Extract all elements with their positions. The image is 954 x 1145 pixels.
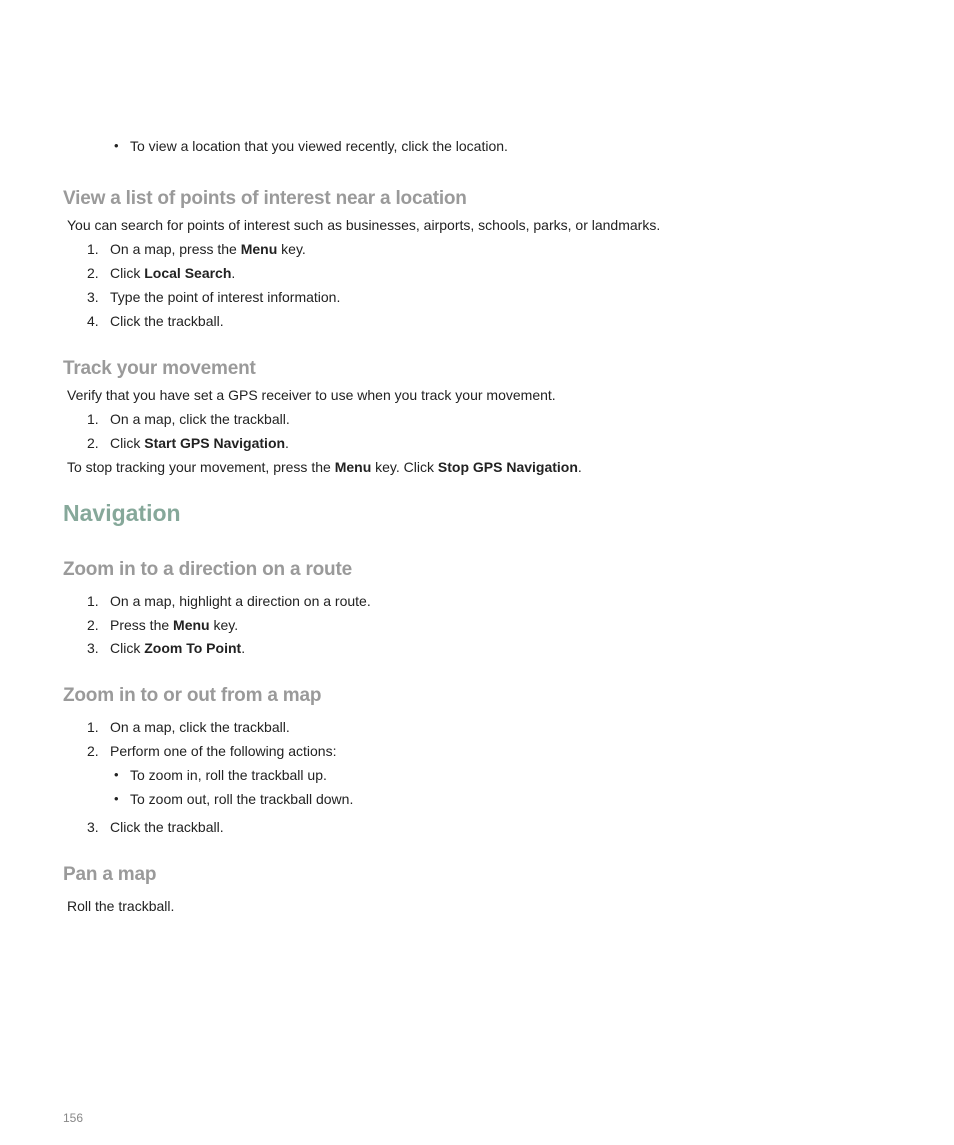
track-intro: Verify that you have set a GPS receiver to use when you track your movement. bbox=[67, 387, 556, 403]
poi-step-2: Click Local Search. bbox=[110, 265, 236, 281]
step-number: 2. bbox=[87, 265, 99, 281]
poi-heading: View a list of points of interest near a location bbox=[63, 188, 467, 209]
step-number: 1. bbox=[87, 411, 99, 427]
step-number: 3. bbox=[87, 289, 99, 305]
recent-location-bullet: To view a location that you viewed recently, click the location. bbox=[130, 138, 508, 154]
step-number: 1. bbox=[87, 241, 99, 257]
track-heading: Track your movement bbox=[63, 358, 256, 379]
poi-step-1: On a map, press the Menu key. bbox=[110, 241, 306, 257]
navigation-title: Navigation bbox=[63, 500, 181, 526]
track-step-1: On a map, click the trackball. bbox=[110, 411, 290, 427]
step-number: 1. bbox=[87, 593, 99, 609]
step-number: 4. bbox=[87, 313, 99, 329]
zoom-in-bullet: To zoom in, roll the trackball up. bbox=[130, 767, 327, 783]
bullet-marker: • bbox=[114, 791, 119, 806]
zoom-direction-heading: Zoom in to a direction on a route bbox=[63, 559, 352, 580]
zoom-map-step-3: Click the trackball. bbox=[110, 819, 224, 835]
zoom-map-heading: Zoom in to or out from a map bbox=[63, 685, 322, 706]
step-number: 2. bbox=[87, 435, 99, 451]
poi-step-3: Type the point of interest information. bbox=[110, 289, 341, 305]
bullet-marker: • bbox=[114, 767, 119, 782]
zoom-direction-step-1: On a map, highlight a direction on a route. bbox=[110, 593, 371, 609]
zoom-direction-step-2: Press the Menu key. bbox=[110, 617, 239, 633]
step-number: 3. bbox=[87, 640, 99, 656]
poi-intro: You can search for points of interest such as businesses, airports, schools, parks, or landmarks. bbox=[67, 217, 661, 233]
step-number: 2. bbox=[87, 743, 99, 759]
zoom-out-bullet: To zoom out, roll the trackball down. bbox=[130, 791, 354, 807]
page-number: 156 bbox=[63, 1111, 84, 1125]
bullet-marker: • bbox=[114, 138, 119, 153]
pan-text: Roll the trackball. bbox=[67, 898, 175, 914]
zoom-map-step-1: On a map, click the trackball. bbox=[110, 719, 290, 735]
zoom-direction-step-3: Click Zoom To Point. bbox=[110, 640, 246, 656]
track-step-2: Click Start GPS Navigation. bbox=[110, 435, 289, 451]
poi-step-4: Click the trackball. bbox=[110, 313, 224, 329]
pan-heading: Pan a map bbox=[63, 864, 157, 885]
zoom-map-step-2: Perform one of the following actions: bbox=[110, 743, 337, 759]
step-number: 1. bbox=[87, 719, 99, 735]
step-number: 3. bbox=[87, 819, 99, 835]
track-stop-note: To stop tracking your movement, press the Menu key. Click Stop GPS Navigation. bbox=[67, 459, 582, 475]
step-number: 2. bbox=[87, 617, 99, 633]
